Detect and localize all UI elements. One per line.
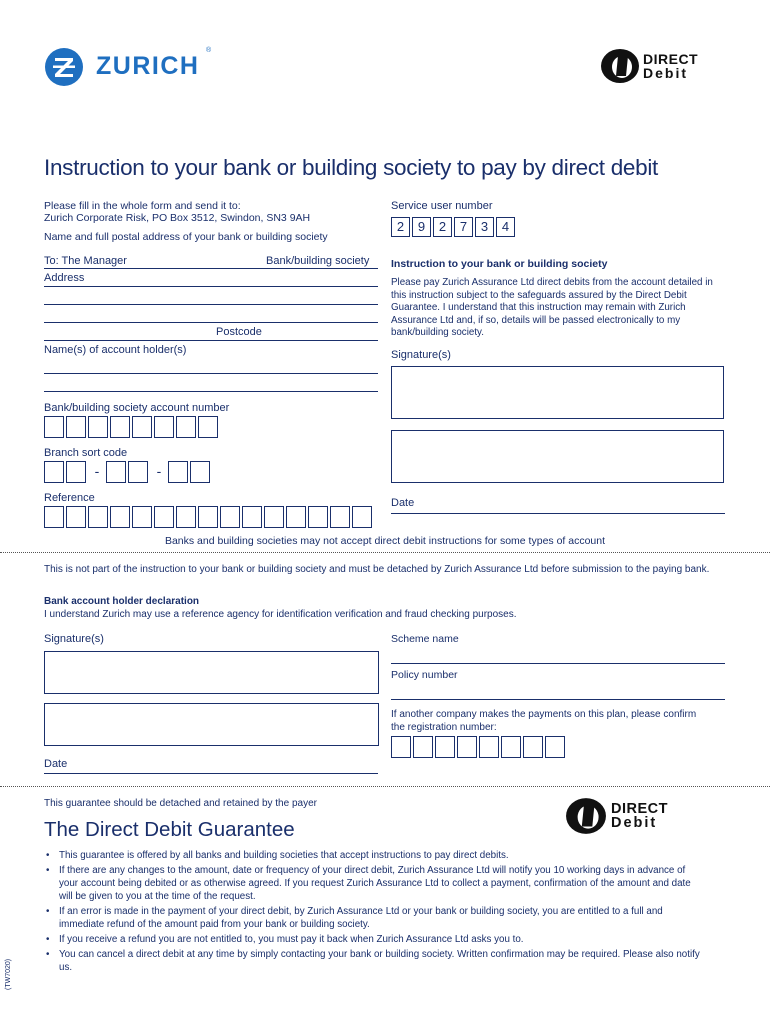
- sort-code-digit[interactable]: [66, 461, 86, 483]
- account-number-digit[interactable]: [44, 416, 64, 438]
- reference-char[interactable]: [44, 506, 64, 528]
- reference-char[interactable]: [264, 506, 284, 528]
- service-user-digit: 4: [496, 217, 515, 237]
- reference-char[interactable]: [66, 506, 86, 528]
- sort-code-cells: [44, 461, 212, 483]
- bank-society-label: Bank/building society: [266, 255, 370, 267]
- reference-char[interactable]: [132, 506, 152, 528]
- form-code: (TW7020): [5, 958, 12, 990]
- signature-box-1[interactable]: [391, 366, 724, 419]
- account-holders-label: Name(s) of account holder(s): [44, 344, 187, 356]
- declaration-date-field[interactable]: [44, 773, 378, 774]
- account-number-digit[interactable]: [176, 416, 196, 438]
- postcode-label: Postcode: [216, 326, 262, 338]
- detach-line-2: [0, 786, 770, 787]
- instruction-text: Please pay Zurich Assurance Ltd direct debits from the account detailed in this instruction subject to the safeguards assured by the Direct Debit Guarantee. I understand that this instruction may remain with Zurich Assurance Ltd and, if so, details will be passed electronically to my bank/building society.: [391, 277, 713, 338]
- reference-char[interactable]: [308, 506, 328, 528]
- reference-char[interactable]: [352, 506, 372, 528]
- account-holders-field-2[interactable]: [44, 391, 378, 392]
- detach-line-1: [0, 552, 770, 553]
- postcode-field[interactable]: [44, 340, 378, 341]
- to-manager-label: To: The Manager: [44, 255, 127, 267]
- address-field-line-2[interactable]: [44, 304, 378, 305]
- registration-digit[interactable]: [457, 736, 477, 758]
- registration-digit[interactable]: [479, 736, 499, 758]
- address-label: Address: [44, 272, 85, 284]
- debit-text: Debit: [611, 815, 658, 831]
- intro-line-1: Please fill in the whole form and send it to:: [44, 200, 241, 212]
- reference-label: Reference: [44, 492, 95, 504]
- registration-digit[interactable]: [545, 736, 565, 758]
- address-field-line-3[interactable]: [44, 322, 378, 323]
- reference-char[interactable]: [154, 506, 174, 528]
- reference-char[interactable]: [88, 506, 108, 528]
- reference-char[interactable]: [286, 506, 306, 528]
- account-holders-field-1[interactable]: [44, 373, 378, 374]
- guarantee-bullet: • If you receive a refund you are not entitled to, you must pay it back when Zurich Assurance Ltd asks you to.: [44, 934, 704, 947]
- reference-char[interactable]: [220, 506, 240, 528]
- date-label: Date: [391, 497, 415, 509]
- policy-number-label: Policy number: [391, 669, 458, 681]
- service-user-digit: 9: [412, 217, 431, 237]
- guarantee-bullet: • If an error is made in the payment of your direct debit, by Zurich Assurance Ltd or your bank or building society, you are entitled to a full and immediate refund of the amount paid from your bank or building society.: [44, 906, 704, 931]
- policy-number-field[interactable]: [391, 699, 725, 700]
- bank-name-field[interactable]: [44, 268, 378, 269]
- registration-digit[interactable]: [413, 736, 433, 758]
- service-user-digit: 2: [433, 217, 452, 237]
- instruction-heading: Instruction to your bank or building society: [391, 258, 608, 270]
- service-user-digit: 2: [391, 217, 410, 237]
- reference-char[interactable]: [330, 506, 350, 528]
- registration-digit[interactable]: [523, 736, 543, 758]
- account-number-digit[interactable]: [66, 416, 86, 438]
- declaration-signature-label: Signature(s): [44, 633, 104, 645]
- reference-char[interactable]: [176, 506, 196, 528]
- direct-debit-emblem-icon: [565, 797, 607, 835]
- declaration-signature-box-2[interactable]: [44, 703, 379, 746]
- guarantee-direct-debit-logo: [565, 797, 700, 837]
- sort-code-digit[interactable]: [128, 461, 148, 483]
- sort-code-digit[interactable]: [106, 461, 126, 483]
- direct-debit-text: DIRECT: [643, 51, 699, 67]
- account-number-digit[interactable]: [110, 416, 130, 438]
- debit-text: Debit: [643, 65, 688, 81]
- sort-code-separator: -: [156, 463, 162, 479]
- sort-code-label: Branch sort code: [44, 447, 128, 459]
- guarantee-bullet: • If there are any changes to the amount, date or frequency of your direct debit, Zurich Assurance Ltd will notify you 10 working days in advance of your account being debited or as otherwise agreed. If you request Zurich Assurance Ltd to collect a payment, confirmation of the amount and date will be given to you at the time of the request.: [44, 865, 704, 903]
- notice-text: Banks and building societies may not accept direct debit instructions for some types of account: [164, 535, 606, 547]
- declaration-text: I understand Zurich may use a reference agency for identification verification and fraud checking purposes.: [44, 609, 517, 620]
- direct-debit-logo: [600, 48, 725, 86]
- address-field-line-1[interactable]: [44, 286, 378, 287]
- sort-code-separator: -: [94, 463, 100, 479]
- detach-note: This is not part of the instruction to your bank or building society and must be detached by Zurich Assurance Ltd before submission to the paying bank.: [44, 564, 710, 575]
- sort-code-digit[interactable]: [190, 461, 210, 483]
- registration-digit[interactable]: [435, 736, 455, 758]
- account-number-cells: [44, 416, 220, 438]
- account-number-label: Bank/building society account number: [44, 402, 230, 414]
- registered-mark: ®: [206, 47, 212, 54]
- scheme-name-label: Scheme name: [391, 633, 459, 645]
- direct-debit-text: DIRECT: [611, 801, 668, 817]
- registration-number-cells: [391, 736, 567, 758]
- guarantee-detach-note: This guarantee should be detached and retained by the payer: [44, 798, 317, 809]
- zurich-logo: [44, 47, 224, 87]
- account-number-digit[interactable]: [198, 416, 218, 438]
- declaration-signature-box-1[interactable]: [44, 651, 379, 694]
- signature-label: Signature(s): [391, 349, 451, 361]
- account-number-digit[interactable]: [132, 416, 152, 438]
- signature-box-2[interactable]: [391, 430, 724, 483]
- reference-cells: [44, 506, 374, 528]
- guarantee-bullet: • You can cancel a direct debit at any time by simply contacting your bank or building society. Written confirmation may be required. Please also notify us.: [44, 949, 704, 974]
- scheme-name-field[interactable]: [391, 663, 725, 664]
- intro-line-2: Zurich Corporate Risk, PO Box 3512, Swindon, SN3 9AH: [44, 212, 311, 224]
- account-number-digit[interactable]: [88, 416, 108, 438]
- zurich-emblem-icon: [44, 47, 84, 87]
- service-user-number: [391, 217, 517, 237]
- reference-char[interactable]: [242, 506, 262, 528]
- zurich-wordmark: ZURICH: [96, 52, 200, 80]
- reference-char[interactable]: [110, 506, 130, 528]
- declaration-date-label: Date: [44, 758, 68, 770]
- date-field[interactable]: [391, 513, 725, 514]
- name-address-label: Name and full postal address of your bank or building society: [44, 231, 328, 243]
- guarantee-list: [44, 850, 704, 977]
- reference-char[interactable]: [198, 506, 218, 528]
- other-company-text: If another company makes the payments on this plan, please confirm the registration number:: [391, 709, 697, 733]
- registration-digit[interactable]: [391, 736, 411, 758]
- service-user-label: Service user number: [391, 200, 493, 212]
- sort-code-digit[interactable]: [168, 461, 188, 483]
- service-user-digit: 7: [454, 217, 473, 237]
- declaration-heading: Bank account holder declaration: [44, 596, 200, 607]
- guarantee-bullet: • This guarantee is offered by all banks and building societies that accept instructions to pay direct debits.: [44, 850, 704, 863]
- service-user-digit: 3: [475, 217, 494, 237]
- account-number-digit[interactable]: [154, 416, 174, 438]
- sort-code-digit[interactable]: [44, 461, 64, 483]
- page-title: Instruction to your bank or building society to pay by direct debit: [44, 155, 658, 180]
- guarantee-title: The Direct Debit Guarantee: [44, 818, 295, 841]
- registration-digit[interactable]: [501, 736, 521, 758]
- direct-debit-emblem-icon: [600, 48, 640, 84]
